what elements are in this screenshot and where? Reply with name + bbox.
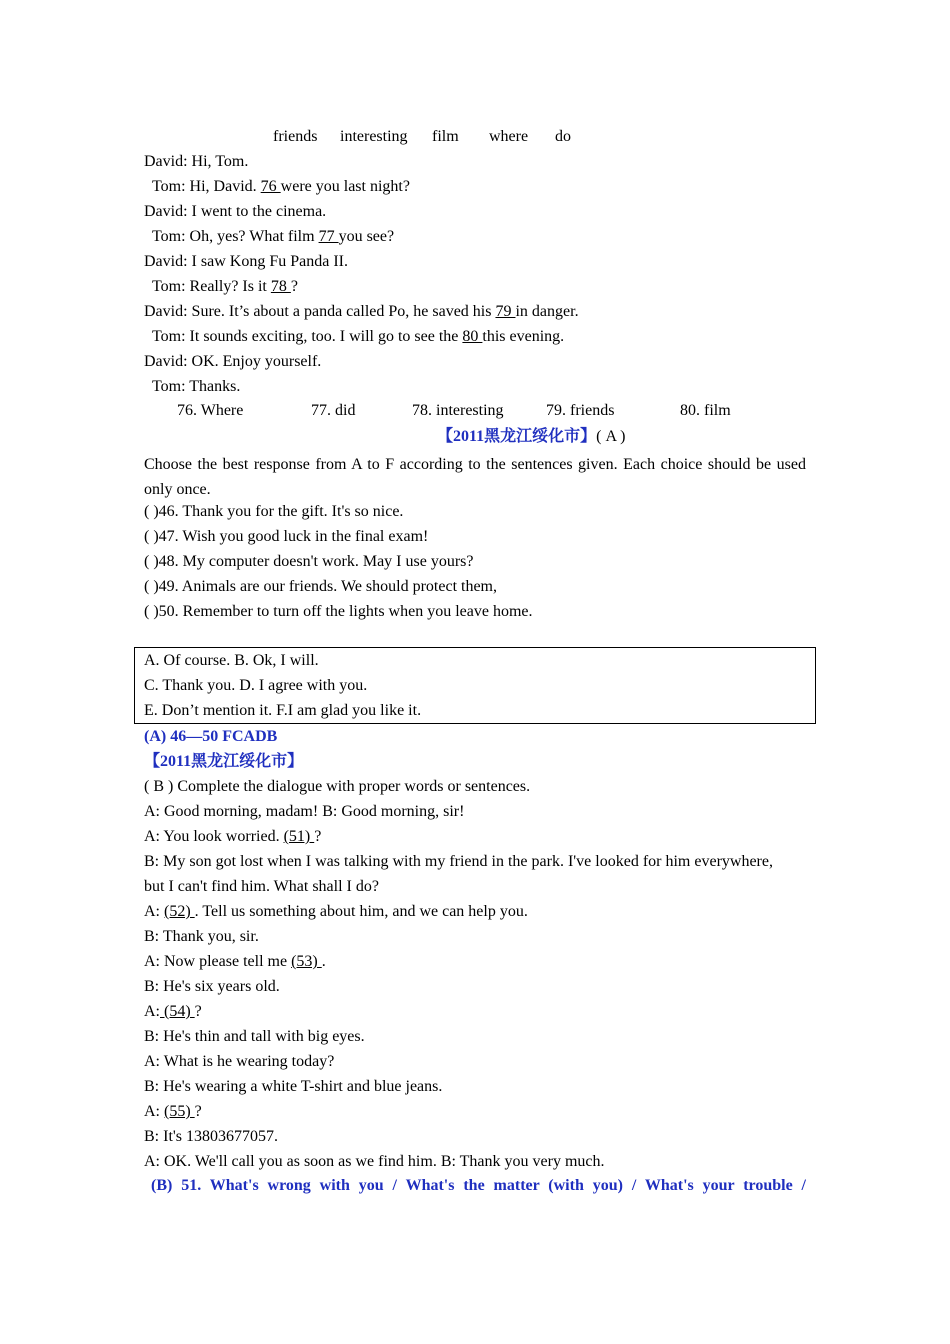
dialogue-line: B: Thank you, sir. — [144, 928, 259, 945]
answer-item: 78. interesting — [412, 402, 504, 419]
dialogue-line: A: (54) ? — [144, 1003, 202, 1020]
blank-55: (55) — [164, 1103, 195, 1120]
dialogue-line: A: (52) . Tell us something about him, and we can help you. — [144, 903, 528, 920]
dialogue-line: A: OK. We'll call you as soon as we find him. B: Thank you very much. — [144, 1153, 605, 1170]
question-47: ( )47. Wish you good luck in the final exam! — [144, 528, 429, 545]
dialogue-line: B: He's thin and tall with big eyes. — [144, 1028, 365, 1045]
question-46: ( )46. Thank you for the gift. It's so nice. — [144, 503, 404, 520]
dialogue-line: B: It's 13803677057. — [144, 1128, 278, 1145]
blank-54: (54) — [160, 1003, 195, 1020]
word-bank-item: where — [489, 128, 529, 145]
dialogue-line: B: He's wearing a white T-shirt and blue jeans. — [144, 1078, 443, 1095]
blank-79: 79 — [495, 303, 516, 320]
blank-51: (51) — [283, 828, 315, 845]
dialogue-line: Tom: Oh, yes? What film 77 you see? — [152, 228, 395, 245]
dialogue-line: Tom: Really? Is it 78 ? — [152, 278, 298, 295]
question-48: ( )48. My computer doesn't work. May I use yours? — [144, 553, 474, 570]
section-a-answer: (A) 46—50 FCADB — [144, 728, 278, 745]
section-b-answer: (B) 51. What's wrong with you / What's the matter (with you) / What's your trouble / — [151, 1177, 806, 1194]
blank-52: (52) — [164, 903, 195, 920]
word-bank-item: do — [555, 128, 571, 145]
blank-76: 76 — [260, 178, 281, 195]
dialogue-line: David: I went to the cinema. — [144, 203, 327, 220]
dialogue-line: B: He's six years old. — [144, 978, 280, 995]
option-line: E. Don’t mention it. F.I am glad you like it. — [144, 702, 422, 719]
answer-item: 80. film — [680, 402, 731, 419]
section-a-header: 【2011黑龙江绥化市】( A ) — [437, 428, 626, 445]
dialogue-line: A: What is he wearing today? — [144, 1053, 335, 1070]
section-b-instruction: ( B ) Complete the dialogue with proper words or sentences. — [144, 778, 531, 795]
dialogue-line: A: (55) ? — [144, 1103, 202, 1120]
answer-item: 77. did — [311, 402, 356, 419]
option-line: C. Thank you. D. I agree with you. — [144, 677, 368, 694]
dialogue-line: David: Sure. It’s about a panda called Po, he saved his 79 in danger. — [144, 303, 579, 320]
word-bank-item: film — [432, 128, 459, 145]
options-box — [134, 647, 816, 724]
blank-80: 80 — [462, 328, 483, 345]
blank-77: 77 — [318, 228, 339, 245]
dialogue-line: A: You look worried. (51) ? — [144, 828, 322, 845]
answer-item: 76. Where — [177, 402, 244, 419]
section-b-header: 【2011黑龙江绥化市】 — [144, 753, 304, 770]
dialogue-line: Tom: Hi, David. 76 were you last night? — [152, 178, 410, 195]
blank-53: (53) — [291, 953, 322, 970]
dialogue-line: David: I saw Kong Fu Panda II. — [144, 253, 348, 270]
blank-78: 78 — [270, 278, 291, 295]
dialogue-line: A: Now please tell me (53) . — [144, 953, 326, 970]
dialogue-line: A: Good morning, madam! B: Good morning, sir! — [144, 803, 465, 820]
word-bank-item: interesting — [340, 128, 408, 145]
dialogue-line: David: Hi, Tom. — [144, 153, 249, 170]
dialogue-line: David: OK. Enjoy yourself. — [144, 353, 322, 370]
dialogue-line: but I can't find him. What shall I do? — [144, 878, 379, 895]
option-line: A. Of course. B. Ok, I will. — [144, 652, 319, 669]
dialogue-line: Tom: It sounds exciting, too. I will go to see the 80 this evening. — [152, 328, 565, 345]
answer-item: 79. friends — [546, 402, 615, 419]
question-49: ( )49. Animals are our friends. We should protect them, — [144, 578, 497, 595]
question-50: ( )50. Remember to turn off the lights when you leave home. — [144, 603, 533, 620]
section-a-instruction: Choose the best response from A to F according to the sentences given. Each choice should be used only once. — [144, 456, 806, 498]
dialogue-line: B: My son got lost when I was talking with my friend in the park. I've looked for him everywhere, — [144, 853, 773, 870]
word-bank-item: friends — [273, 128, 318, 145]
dialogue-line: Tom: Thanks. — [152, 378, 241, 395]
